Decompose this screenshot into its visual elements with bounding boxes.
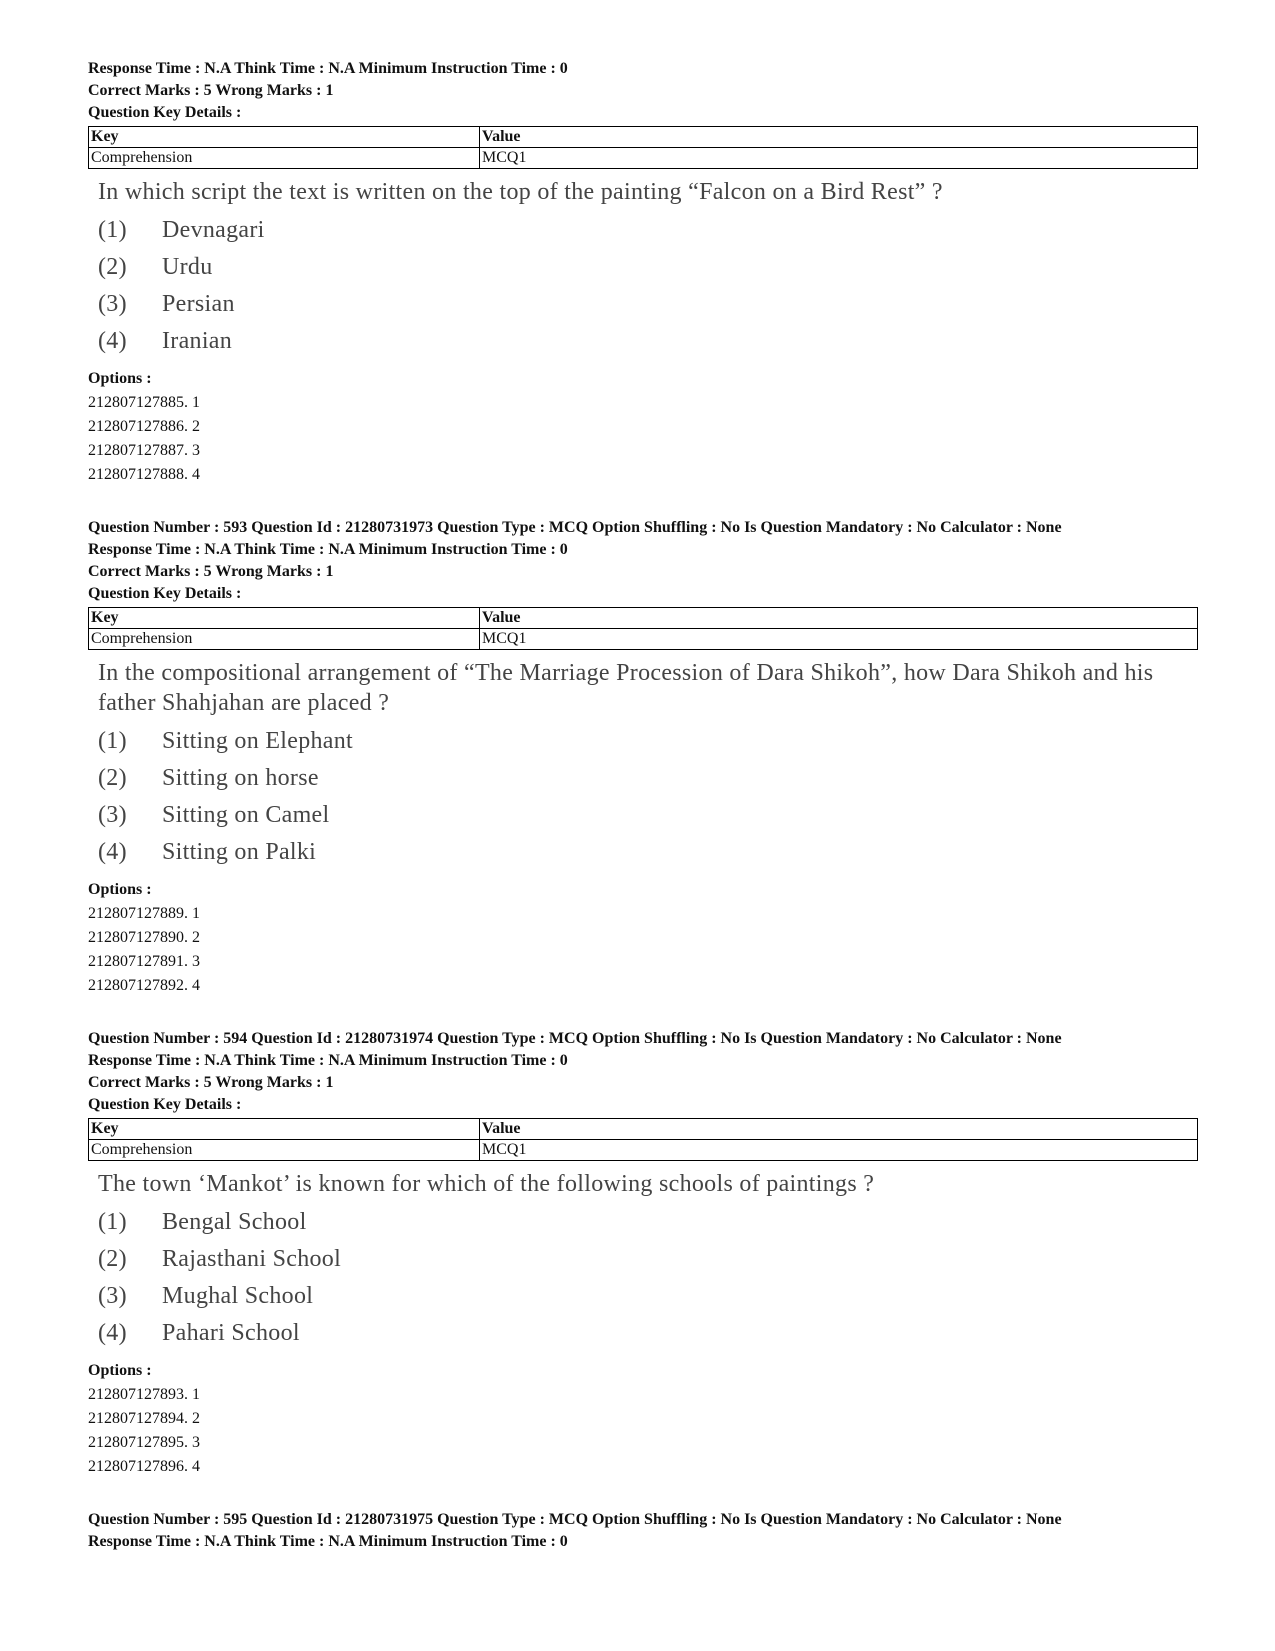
choice-item [98, 248, 1198, 285]
question-block-595 [88, 1509, 1198, 1553]
choice-item [98, 759, 1198, 796]
table-header-value: Value [480, 127, 1198, 148]
question-block-592 [88, 58, 1198, 487]
table-header-key: Key [89, 127, 480, 148]
choice-number: (2) [98, 253, 127, 280]
choice-item [98, 1203, 1198, 1240]
options-label: Options : [88, 370, 152, 387]
marks-line: Correct Marks : 5 Wrong Marks : 1 [88, 1074, 334, 1091]
table-cell-value: MCQ1 [480, 148, 1198, 169]
choice-text: Urdu [162, 253, 213, 280]
option-id: 212807127890. 2 [88, 929, 200, 946]
choice-item [98, 722, 1198, 759]
choice-text: Rajasthani School [162, 1245, 342, 1272]
choice-number: (4) [98, 327, 127, 354]
question-block-593 [88, 517, 1198, 998]
choice-item [98, 322, 1198, 359]
choice-item [98, 1240, 1198, 1277]
question-block-594 [88, 1028, 1198, 1479]
key-details-label: Question Key Details : [88, 1096, 242, 1113]
option-id: 212807127888. 4 [88, 466, 200, 483]
choice-text: Bengal School [162, 1208, 307, 1235]
choice-number: (1) [98, 216, 127, 243]
marks-line: Correct Marks : 5 Wrong Marks : 1 [88, 563, 334, 580]
response-time-line: Response Time : N.A Think Time : N.A Minimum Instruction Time : 0 [88, 1533, 568, 1550]
table-header-key: Key [89, 608, 480, 629]
choice-number: (1) [98, 1208, 127, 1235]
choice-item [98, 1277, 1198, 1314]
question-header-line: Question Number : 595 Question Id : 21280731975 Question Type : MCQ Option Shuffling : No Is Question Mandatory : No Calculator : None [88, 1511, 1062, 1528]
question-image [88, 169, 1198, 363]
choice-number: (4) [98, 1319, 127, 1346]
choice-item [98, 833, 1198, 870]
question-image [88, 1161, 1198, 1355]
table-row [89, 1140, 1198, 1161]
option-id: 212807127887. 3 [88, 442, 200, 459]
choice-text: Sitting on horse [162, 764, 319, 791]
option-id: 212807127895. 3 [88, 1434, 200, 1451]
question-text: In the compositional arrangement of “The Marriage Procession of Dara Shikoh”, how Dara Shikoh and his father Shahjahan are placed ? [98, 660, 1154, 716]
question-header-line: Question Number : 593 Question Id : 21280731973 Question Type : MCQ Option Shuffling : No Is Question Mandatory : No Calculator : None [88, 519, 1062, 536]
choice-text: Iranian [162, 327, 233, 354]
option-id: 212807127896. 4 [88, 1458, 200, 1475]
choice-item [98, 211, 1198, 248]
table-header-value: Value [480, 608, 1198, 629]
table-cell-value: MCQ1 [480, 1140, 1198, 1161]
choice-number: (3) [98, 1282, 127, 1309]
key-value-table [88, 126, 1198, 169]
response-time-line: Response Time : N.A Think Time : N.A Minimum Instruction Time : 0 [88, 541, 568, 558]
key-value-table [88, 607, 1198, 650]
document-page [88, 58, 1198, 1583]
table-header-row [89, 1119, 1198, 1140]
choice-number: (3) [98, 290, 127, 317]
choice-number: (2) [98, 1245, 127, 1272]
choice-text: Pahari School [162, 1319, 300, 1346]
choice-text: Sitting on Elephant [162, 727, 354, 754]
marks-line: Correct Marks : 5 Wrong Marks : 1 [88, 82, 334, 99]
key-details-label: Question Key Details : [88, 585, 242, 602]
choice-text: Sitting on Palki [162, 838, 317, 865]
choice-number: (4) [98, 838, 127, 865]
options-label: Options : [88, 1362, 152, 1379]
response-time-line: Response Time : N.A Think Time : N.A Minimum Instruction Time : 0 [88, 1052, 568, 1069]
table-cell-key: Comprehension [89, 1140, 480, 1161]
table-row [89, 629, 1198, 650]
choice-text: Sitting on Camel [162, 801, 330, 828]
table-cell-value: MCQ1 [480, 629, 1198, 650]
option-id: 212807127889. 1 [88, 905, 200, 922]
option-id: 212807127886. 2 [88, 418, 200, 435]
choice-item [98, 1314, 1198, 1351]
choice-number: (3) [98, 801, 127, 828]
choice-item [98, 796, 1198, 833]
choice-text: Persian [162, 290, 235, 317]
table-header-value: Value [480, 1119, 1198, 1140]
option-id: 212807127892. 4 [88, 977, 200, 994]
choice-text: Devnagari [162, 216, 265, 243]
key-details-label: Question Key Details : [88, 104, 242, 121]
question-text: In which script the text is written on the top of the painting “Falcon on a Bird Rest” ? [98, 179, 943, 205]
option-id: 212807127885. 1 [88, 394, 200, 411]
response-time-line: Response Time : N.A Think Time : N.A Minimum Instruction Time : 0 [88, 60, 568, 77]
table-header-row [89, 608, 1198, 629]
choice-item [98, 285, 1198, 322]
table-header-key: Key [89, 1119, 480, 1140]
option-id: 212807127893. 1 [88, 1386, 200, 1403]
choice-number: (2) [98, 764, 127, 791]
table-row [89, 148, 1198, 169]
table-header-row [89, 127, 1198, 148]
choice-number: (1) [98, 727, 127, 754]
option-id: 212807127891. 3 [88, 953, 200, 970]
options-label: Options : [88, 881, 152, 898]
table-cell-key: Comprehension [89, 629, 480, 650]
key-value-table [88, 1118, 1198, 1161]
table-cell-key: Comprehension [89, 148, 480, 169]
question-text: The town ‘Mankot’ is known for which of the following schools of paintings ? [98, 1171, 875, 1197]
question-header-line: Question Number : 594 Question Id : 21280731974 Question Type : MCQ Option Shuffling : No Is Question Mandatory : No Calculator : None [88, 1030, 1062, 1047]
question-image [88, 650, 1198, 874]
choice-text: Mughal School [162, 1282, 314, 1309]
option-id: 212807127894. 2 [88, 1410, 200, 1427]
